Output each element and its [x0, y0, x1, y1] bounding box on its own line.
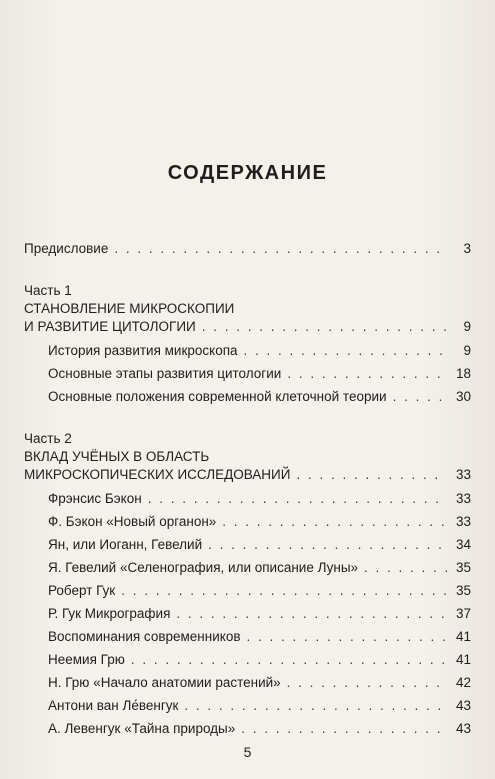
toc-entry-page: 42 — [455, 675, 471, 690]
leader-dots — [208, 536, 447, 553]
toc-entry-label: Ф. Бэкон «Новый органон» — [48, 514, 217, 529]
toc-entry — [48, 697, 471, 714]
toc-entry-page: 33 — [455, 491, 471, 506]
part-label: Часть 2 — [24, 431, 72, 446]
toc-entry-label: Р. Гук Микрография — [48, 606, 171, 621]
leader-dots — [114, 240, 447, 257]
toc-entry-page: 34 — [455, 537, 471, 552]
toc-entry-label: Фрэнсис Бэкон — [48, 491, 142, 506]
leader-dots — [244, 342, 447, 359]
toc-entry-page: 9 — [463, 319, 471, 334]
leader-dots — [121, 582, 447, 599]
part-title-line: МИКРОСКОПИЧЕСКИХ ИССЛЕДОВАНИЙ — [24, 467, 291, 482]
part-title-line: СТАНОВЛЕНИЕ МИКРОСКОПИИ — [24, 301, 235, 316]
toc-entry-part2 — [24, 466, 471, 483]
toc-entry-page: 35 — [455, 583, 471, 598]
toc-title: СОДЕРЖАНИЕ — [167, 162, 328, 184]
toc-entry-page: 33 — [455, 467, 471, 482]
toc-entry-label: А. Левенгук «Тайна природы» — [48, 721, 236, 736]
toc-entry — [48, 342, 471, 359]
page-number: 5 — [243, 744, 252, 760]
toc-entry-label: Воспоминания современников — [48, 629, 241, 644]
toc-entry-label: Основные этапы развития цитологии — [48, 366, 282, 381]
toc-entry-page: 41 — [455, 629, 471, 644]
toc-entry — [48, 582, 471, 599]
toc-entry-label: Основные положения современной клеточной теории — [48, 389, 387, 404]
toc-entry — [48, 388, 471, 405]
leader-dots — [176, 605, 447, 622]
toc-entry-label: Неемия Грю — [48, 652, 125, 667]
toc-entry-label: Я. Гевелий «Селенография, или описание Луны» — [48, 560, 359, 575]
toc-entry-preface — [24, 240, 471, 257]
leader-dots — [184, 697, 447, 714]
leader-dots — [393, 388, 447, 405]
toc-entry-page: 9 — [463, 343, 471, 358]
part-title-line: ВКЛАД УЧЁНЫХ В ОБЛАСТЬ — [24, 449, 210, 464]
toc-entry — [48, 365, 471, 382]
leader-dots — [364, 559, 447, 576]
part-title-line: И РАЗВИТИЕ ЦИТОЛОГИИ — [24, 319, 196, 334]
toc-entry-label: Антони ван Ле́венгук — [48, 698, 179, 713]
leader-dots — [296, 466, 447, 483]
part-label: Часть 1 — [24, 283, 72, 298]
toc-entry-page: 35 — [455, 560, 471, 575]
leader-dots — [202, 318, 447, 335]
toc-entry-page: 3 — [463, 241, 471, 256]
toc-entry-page: 18 — [455, 366, 471, 381]
leader-dots — [287, 365, 447, 382]
toc-entry — [48, 674, 471, 691]
leader-dots — [131, 651, 447, 668]
toc-entry-label: Роберт Гук — [48, 583, 116, 598]
toc-entry-page: 41 — [455, 652, 471, 667]
toc-entry-page: 33 — [455, 514, 471, 529]
toc-entry-label: История развития микроскопа — [48, 343, 238, 358]
leader-dots — [241, 720, 447, 737]
toc-entry — [48, 559, 471, 576]
toc-entry — [48, 628, 471, 645]
toc-entry-label: Предисловие — [24, 241, 109, 256]
leader-dots — [222, 513, 447, 530]
toc-entry-label: Ян, или Иоганн, Гевелий — [48, 537, 203, 552]
leader-dots — [148, 490, 447, 507]
toc-entry — [48, 651, 471, 668]
toc-entry-page: 30 — [455, 389, 471, 404]
leader-dots — [287, 674, 447, 691]
toc-entry — [48, 490, 471, 507]
toc-entry-page: 43 — [455, 698, 471, 713]
toc-entry — [48, 605, 471, 622]
toc-entry — [48, 513, 471, 530]
toc-entry-page: 37 — [455, 606, 471, 621]
leader-dots — [247, 628, 447, 645]
toc-entry — [48, 536, 471, 553]
toc-entry — [48, 720, 471, 737]
toc-entry-page: 43 — [455, 721, 471, 736]
toc-entry-label: Н. Грю «Начало анатомии растений» — [48, 675, 281, 690]
toc-entry-part1 — [24, 318, 471, 335]
